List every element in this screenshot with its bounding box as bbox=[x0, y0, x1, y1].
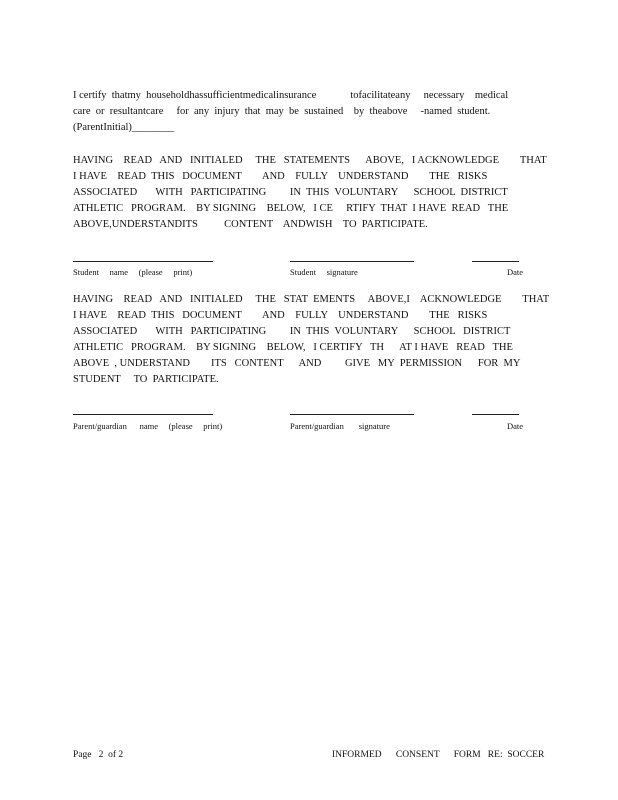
parent-signature-line[interactable] bbox=[290, 414, 414, 415]
parent-signature-label: Parent/guardian signature bbox=[290, 421, 390, 431]
student-name-label: Student name (please print) bbox=[73, 267, 193, 277]
student-signature-line[interactable] bbox=[290, 261, 414, 262]
student-ack-line-2: I HAVE READ THIS DOCUMENT AND FULLY UNDERSTAND THE RISKS bbox=[73, 171, 488, 182]
parent-ack-line-3: ASSOCIATED WITH PARTICIPATING IN THIS VOLUNTARY SCHOOL DISTRICT bbox=[73, 326, 511, 337]
page-number: Page 2 of 2 bbox=[73, 750, 124, 760]
student-signature-label: Student signature bbox=[290, 267, 358, 277]
student-ack-line-3: ASSOCIATED WITH PARTICIPATING IN THIS VOLUNTARY SCHOOL DISTRICT bbox=[73, 187, 508, 198]
parent-ack-line-5: ABOVE , UNDERSTAND ITS CONTENT AND GIVE MY PERMISSION FOR MY bbox=[73, 358, 521, 369]
form-title: INFORMED CONSENT FORM RE: SOCCER bbox=[332, 750, 545, 760]
parent-name-label: Parent/guardian name (please print) bbox=[73, 421, 223, 431]
parent-name-line[interactable] bbox=[73, 414, 213, 415]
student-date-line[interactable] bbox=[472, 261, 519, 262]
student-ack-line-4: ATHLETIC PROGRAM. BY SIGNING BELOW, I CE RTIFY THAT I HAVE READ THE bbox=[73, 203, 509, 214]
parent-date-label: Date bbox=[507, 421, 524, 431]
parent-date-line[interactable] bbox=[472, 414, 519, 415]
student-ack-line-1: HAVING READ AND INITIALED THE STATEMENTS ABOVE, I ACKNOWLEDGE THAT bbox=[73, 155, 547, 166]
student-date-label: Date bbox=[507, 267, 524, 277]
student-name-line[interactable] bbox=[73, 261, 213, 262]
insurance-line-2: care or resultantcare for any injury that may be sustained by theabove -named student. bbox=[73, 106, 491, 117]
parent-ack-line-2: I HAVE READ THIS DOCUMENT AND FULLY UNDERSTAND THE RISKS bbox=[73, 310, 488, 321]
parent-ack-line-6: STUDENT TO PARTICIPATE. bbox=[73, 374, 219, 385]
parent-initial-field: (ParentInitial)________ bbox=[73, 122, 174, 133]
parent-ack-line-1: HAVING READ AND INITIALED THE STAT EMENTS ABOVE,I ACKNOWLEDGE THAT bbox=[73, 294, 550, 305]
insurance-line-1: I certify thatmy householdhassufficientmedicalinsurance tofacilitateany necessary medical bbox=[73, 90, 509, 101]
parent-ack-line-4: ATHLETIC PROGRAM. BY SIGNING BELOW, I CERTIFY TH AT I HAVE READ THE bbox=[73, 342, 513, 353]
student-ack-line-5: ABOVE,UNDERSTANDITS CONTENT ANDWISH TO PARTICIPATE. bbox=[73, 219, 428, 230]
